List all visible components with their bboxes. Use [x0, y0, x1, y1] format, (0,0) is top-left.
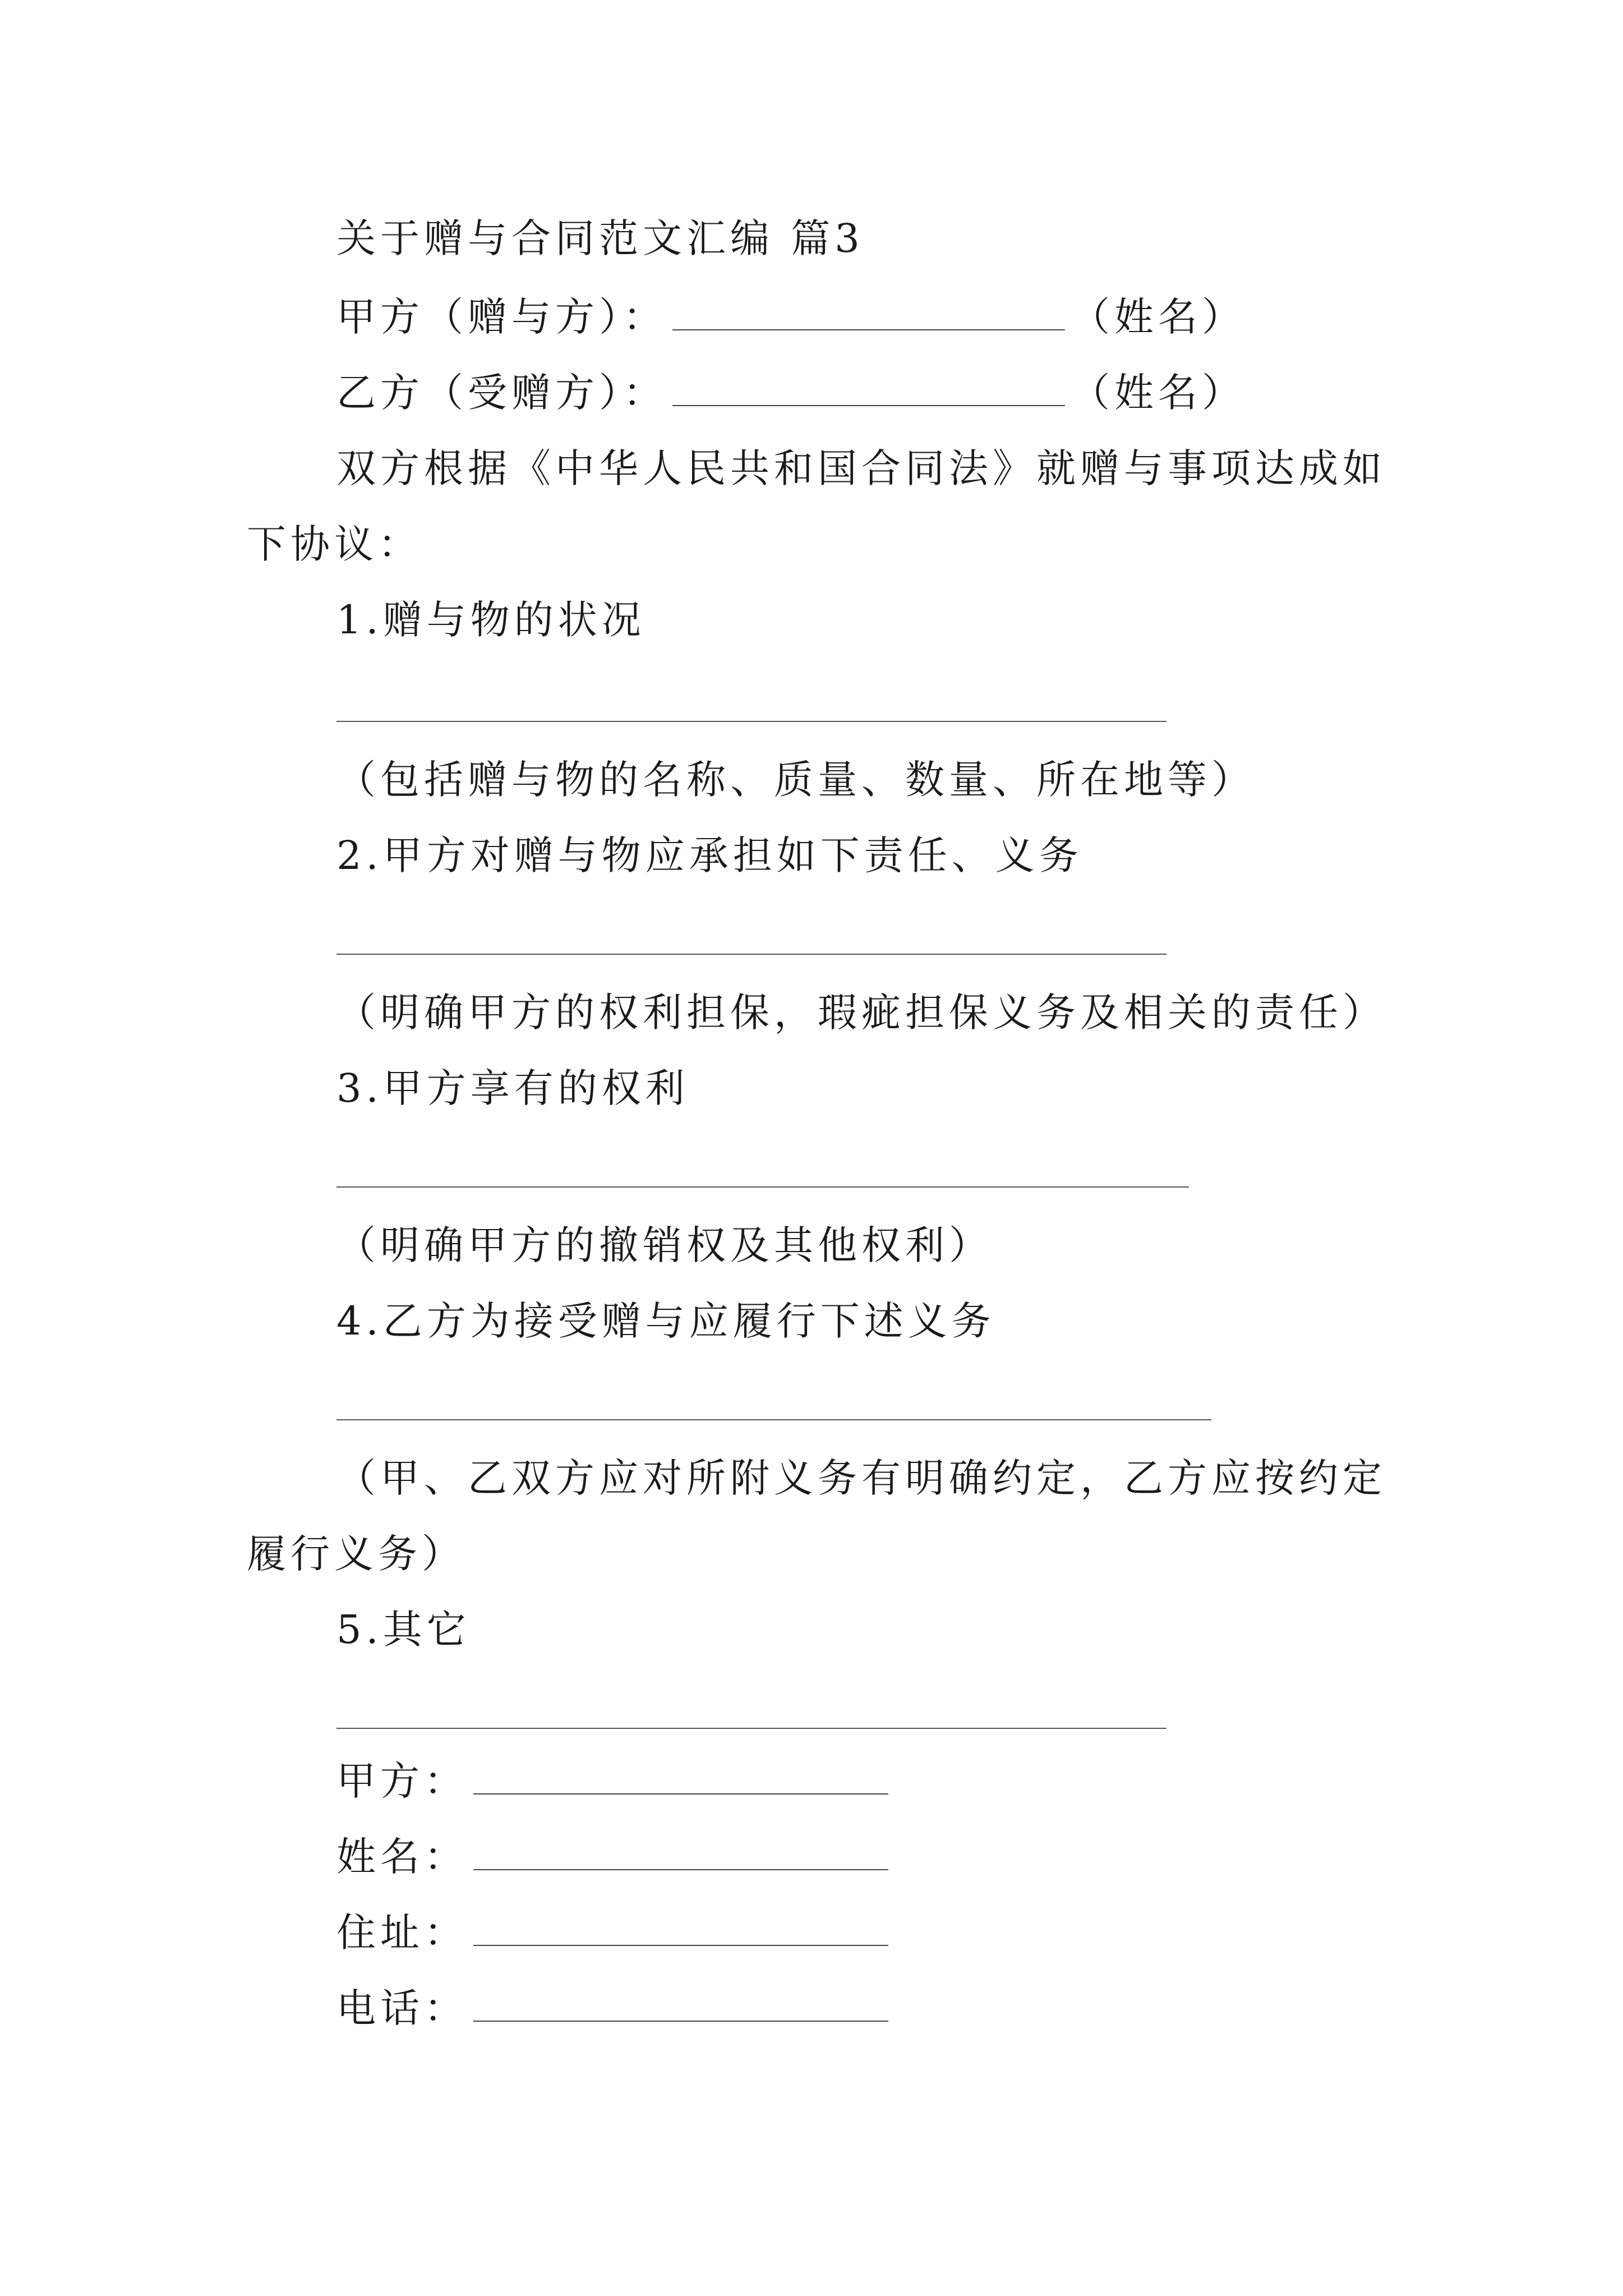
document-title: 关于赠与合同范文汇编 篇3: [336, 215, 864, 261]
signature-address-blank[interactable]: [473, 1911, 888, 1946]
signature-address-row: [336, 1907, 894, 1958]
party-b-row: [336, 367, 1246, 418]
party-b-blank[interactable]: [672, 371, 1065, 406]
party-a-blank[interactable]: [672, 296, 1065, 330]
item-3-heading: 3.甲方享有的权利: [336, 1065, 689, 1111]
item-5-blank-line[interactable]: [336, 1728, 1166, 1729]
item-4-note-line-2: 履行义务）: [247, 1531, 465, 1577]
party-a-name-hint: （姓名）: [1071, 294, 1246, 340]
signature-phone-row: [336, 1983, 894, 2033]
signature-party-blank[interactable]: [473, 1760, 888, 1795]
intro-line-2: 下协议：: [247, 521, 422, 567]
signature-party-row: [336, 1756, 894, 1806]
item-2-heading: 2.甲方对赠与物应承担如下责任、义务: [336, 832, 1083, 878]
item-3-note: （明确甲方的撤销权及其他权利）: [336, 1222, 993, 1268]
item-4-blank-line[interactable]: [336, 1419, 1211, 1420]
item-1-heading: 1.赠与物的状况: [336, 597, 645, 643]
signature-name-blank[interactable]: [473, 1835, 888, 1870]
signature-phone-blank[interactable]: [473, 1987, 888, 2022]
item-2-note: （明确甲方的权利担保，瑕疵担保义务及相关的责任）: [336, 990, 1386, 1036]
signature-phone-label: 电话：: [336, 1985, 468, 2031]
party-a-label: 甲方（赠与方）：: [336, 294, 667, 340]
item-4-note-line-1: （甲、乙双方应对所附义务有明确约定，乙方应按约定: [336, 1455, 1386, 1501]
item-2-blank-line[interactable]: [336, 954, 1166, 955]
signature-party-label: 甲方：: [336, 1758, 468, 1804]
item-3-blank-line[interactable]: [336, 1186, 1189, 1188]
item-1-note: （包括赠与物的名称、质量、数量、所在地等）: [336, 757, 1255, 803]
signature-name-row: [336, 1832, 894, 1882]
party-b-label: 乙方（受赠方）：: [336, 370, 667, 416]
party-b-name-hint: （姓名）: [1071, 370, 1246, 416]
item-5-heading: 5.其它: [336, 1607, 471, 1653]
item-1-blank-line[interactable]: [336, 721, 1166, 722]
item-4-heading: 4.乙方为接受赠与应履行下述义务: [336, 1298, 995, 1344]
signature-address-label: 住址：: [336, 1910, 468, 1955]
signature-name-label: 姓名：: [336, 1834, 468, 1880]
intro-line-1: 双方根据《中华人民共和国合同法》就赠与事项达成如: [336, 445, 1386, 491]
party-a-row: [336, 292, 1246, 342]
